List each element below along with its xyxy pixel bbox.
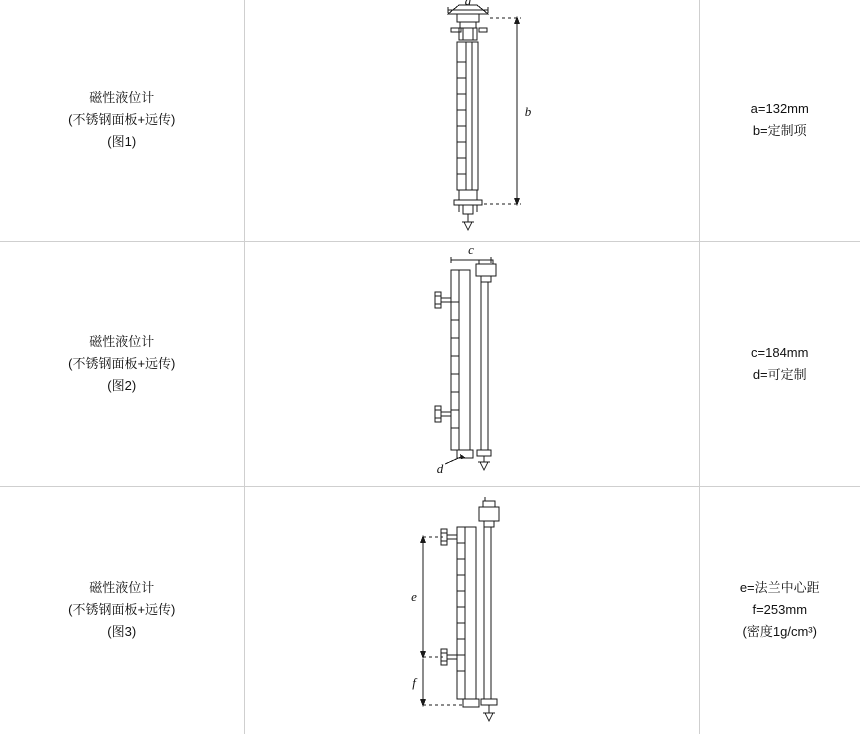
spec-line-2: d=可定制 <box>752 366 807 382</box>
product-name-line-3: (图2) <box>107 377 137 393</box>
product-name-cell-2 <box>0 241 244 486</box>
product-name-line-1: 磁性液位计 <box>89 580 155 596</box>
spec-line-1: c=184mm <box>751 344 809 360</box>
table-row <box>0 241 860 486</box>
product-name-line-2: (不锈钢面板+远传) <box>68 355 176 371</box>
specification-cell-1 <box>699 0 860 241</box>
dimension-label-e: e <box>410 588 417 604</box>
product-name-cell-3 <box>0 486 244 734</box>
product-name-line-2: (不锈钢面板+远传) <box>68 112 176 128</box>
product-name-line-3: (图1) <box>107 134 137 150</box>
table-row <box>0 486 860 734</box>
product-name-line-2: (不锈钢面板+远传) <box>68 602 176 618</box>
dimension-label-c: c <box>467 241 474 257</box>
dimension-label-a: a <box>464 0 471 8</box>
dimension-label-b: b <box>524 104 531 119</box>
specification-cell-2 <box>699 241 860 486</box>
figure-cell-3 <box>244 486 699 734</box>
dimension-label-f: f <box>411 674 416 690</box>
figure-cell-1 <box>244 0 699 241</box>
magnetic-level-gauge-figure-2 <box>245 242 700 486</box>
product-name-line-3: (图3) <box>107 624 137 640</box>
product-name-cell-1 <box>0 0 244 241</box>
dimension-label-d: d <box>436 460 443 476</box>
magnetic-level-gauge-figure-1 <box>245 0 700 241</box>
spec-line-2: b=定制项 <box>752 123 807 139</box>
specification-cell-3 <box>699 486 860 734</box>
product-name-line-1: 磁性液位计 <box>89 333 155 349</box>
spec-line-1: a=132mm <box>750 101 809 117</box>
spec-line-3: (密度1g/cm³) <box>742 624 817 640</box>
product-name-line-1: 磁性液位计 <box>89 90 155 106</box>
table-row <box>0 0 860 241</box>
spec-line-1: e=法兰中心距 <box>739 580 820 596</box>
magnetic-level-gauge-figure-3 <box>245 487 700 734</box>
spec-line-2: f=253mm <box>752 602 808 618</box>
figure-cell-2 <box>244 241 699 486</box>
